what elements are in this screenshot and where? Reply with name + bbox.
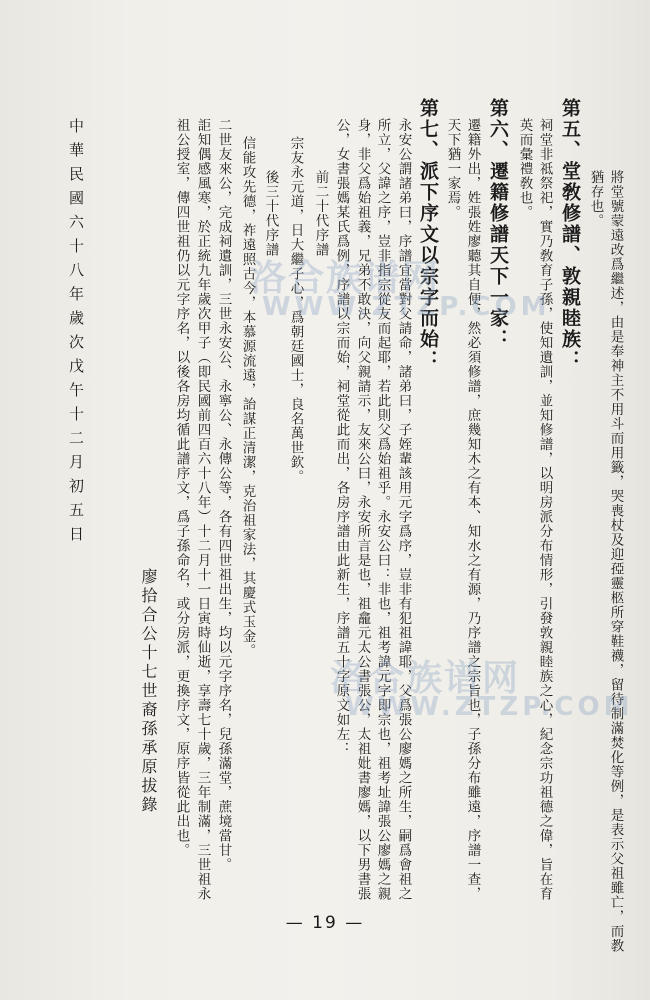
page-number: — 19 — [285,913,365,933]
watermark-url: WWW.ZTZP.COM [345,692,634,722]
section-heading-7: 第七、派下序文以宗字而始： [417,98,439,371]
watermark-url: WWW.ZTZP.COM [262,292,551,322]
date-line: 中華民國六十八年歲次戊午十二月初五日 [67,118,85,550]
section-heading-5: 第五、堂敎修譜、敦親睦族： [559,98,581,371]
text-column-20: 祖公授室，傳四世祖仍以元字序名，以後各房均循此譜序文，爲子孫命名，或分房派，更換序文，原序皆從此出也。 [173,118,190,858]
watermark-logo-text: 洛合族谱网 [330,658,521,699]
verse-last-thirty: 信能攻先德，祚遠照古今，本慕源流遠，詒謀正清潔，克治祖家法，其慶式玉金。 [239,136,256,658]
text-column-7: 遷籍外出，姓張姓廖聽其自便，然必須修譜，庶幾知木之有本、知水之有源，乃序譜之宗旨也，子孫分布雖遠，序譜一查， [464,118,481,901]
verse-first-twenty: 宗友永元道，日大繼子心，爲朝廷國士，良名萬世欽。 [287,136,304,484]
sub-heading-last-thirty: 後三十代序譜 [262,170,279,257]
text-column-8: 天下猶一家焉。 [444,118,461,220]
text-column-11: 所立，父諱之序，豈非指宗從友而起耶，若此則父爲始祖乎。永安公曰：非也，祖考諱元字即宗也，祖考址諱張公廖媽之親 [374,118,391,901]
text-column-5: 英而彙禮敎也。 [516,118,533,220]
signature-line: 廖拾合公十七世裔孫承原拔錄 [139,568,158,815]
text-column-13: 公，女書張媽某氏爲例，序譜以宗而始，祠堂從此而出，各房序譜由此新生，序譜五十字原文如左： [333,118,350,756]
text-column-1: 將堂號蒙遠改爲繼述，由是奉神主不用斗而用籤，哭喪杖及迎孲靈柩所穿鞋襪，留待制滿焚化等例，是表示父祖雖亡，而教 [607,170,624,953]
sub-heading-first-twenty: 前二十代序譜 [312,170,329,257]
text-column-2: 猶存也。 [587,170,604,228]
text-column-18: 二世友來公，完成祠遺訓，三世永安公、永寧公、永傳公等，各有四世祖出生，均以元字序名，兒孫滿堂，蔗境當甘。 [215,118,232,872]
section-heading-6: 第六、遷籍修譜天下一家： [487,98,509,350]
text-column-10: 永安公謂諸弟曰，序譜宜當對父請命，諸弟曰，子姪輩該用元字爲序，豈非有犯祖諱耶，父爲張公廖媽之所生，嗣爲會祖之 [395,118,412,901]
watermark-logo-text: 洛合族谱网 [250,258,441,299]
text-column-4: 祠堂非祗祭祀，實乃敎育子孫，使知遺訓，並知修譜，以明房派分布情形，引發敦親睦族之心，紀念宗功祖德之偉，旨在育 [536,118,553,901]
text-column-12: 身，非父爲始祖義，兄弟不敢決，向父親請示，友來公曰，永安所言是也，祖龕元太公書張公，太祖妣書廖媽，以下男書張 [354,118,371,901]
text-column-19: 詎知偶感風寒，於正統九年歲次甲子（即民國前四百六十八年）十二月十一日寅時仙逝，享壽七十歲，三年制滿，三世祖永 [194,118,211,901]
